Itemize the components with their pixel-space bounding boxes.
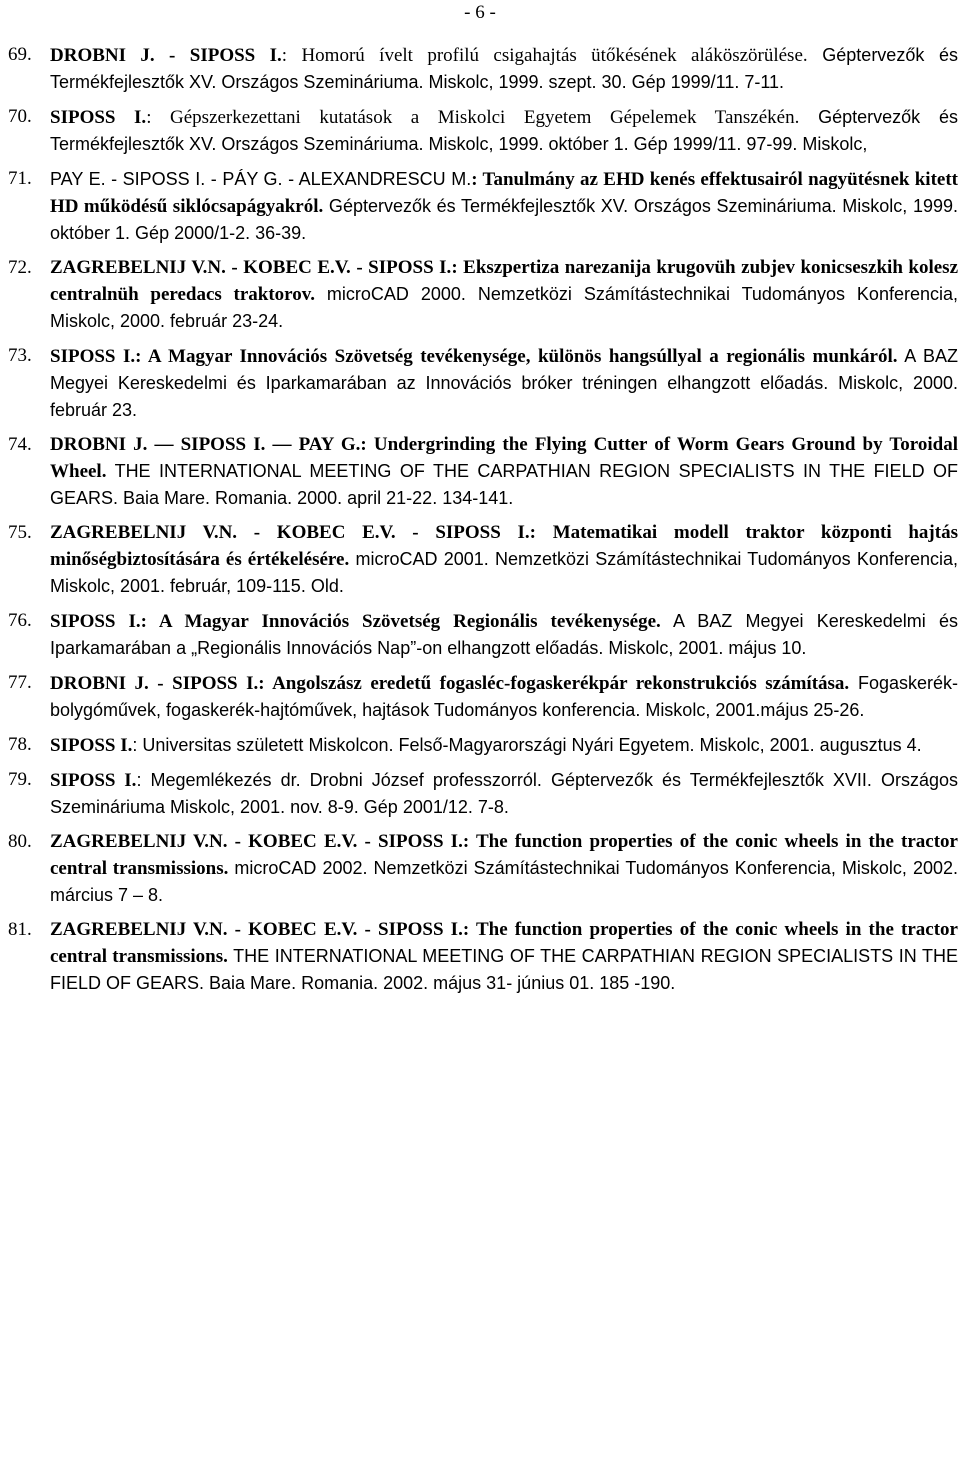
entry-text [50, 829, 958, 909]
entry-text [50, 917, 958, 997]
entry-number: 75. [8, 522, 32, 543]
entry-authors: SIPOSS I. [50, 770, 137, 791]
bibliography-list [8, 42, 958, 1005]
entry-title: : Angolszász eredetű fogasléc-fogaskerékpár rekonstrukciós számítása. [258, 673, 850, 694]
entry-text [50, 732, 958, 759]
entry-authors: SIPOSS I. [50, 346, 136, 367]
entry-source: THE INTERNATIONAL MEETING OF THE CARPATHIAN REGION SPECIALISTS IN THE FIELD OF GEARS. Baia Mare. Romania. 2000. april 21-22. 134-141. [50, 461, 958, 508]
entry-source: Géptervezők és Termékfejlesztők XV. Országos Szemináriuma. Miskolc, 1999. október 1. Gép 2000/1-2. 36-39. [50, 196, 958, 243]
entry-source: Géptervezők és Termékfejlesztők XV. Országos Szemináriuma. Miskolc, 1999. október 1. Gép 1999/11. 97-99. Miskolc, [50, 107, 958, 154]
entry-authors: SIPOSS I. [50, 107, 147, 128]
entry-number: 79. [8, 769, 32, 790]
entry-authors: ZAGREBELNIJ V.N. - KOBEC E.V. - SIPOSS I. [50, 831, 463, 852]
entry-authors: SIPOSS I. [50, 611, 141, 632]
entry-source: : Universitas született Miskolcon. Felső-Magyarországi Nyári Egyetem. Miskolc, 2001. augusztus 4. [132, 735, 922, 755]
entry-title: : The function properties of the conic wheels in the tractor central transmissions. [50, 831, 958, 879]
entry-text [50, 432, 958, 512]
entry-authors: ZAGREBELNIJ V.N. - KOBEC E.V. - SIPOSS I. [50, 257, 452, 278]
list-item [8, 767, 958, 821]
entry-title: : Gépszerkezettani kutatások a Miskolci Egyetem Gépelemek Tanszékén. [146, 107, 800, 128]
entry-authors: DROBNI J. - SIPOSS I. [50, 673, 259, 694]
entry-text [50, 343, 958, 424]
entry-text [50, 608, 958, 662]
entry-number: 76. [8, 610, 32, 631]
entry-text [50, 767, 958, 821]
entry-text [50, 104, 958, 158]
list-item [8, 42, 958, 96]
list-item [8, 166, 958, 247]
list-item [8, 732, 958, 759]
entry-text [50, 166, 958, 247]
entry-title: : Homorú ívelt profilú csigahajtás ütőkésének aláköszörülése. [281, 45, 808, 66]
entry-title: : Undergrinding the Flying Cutter of Worm Gears Ground by Toroidal Wheel. [50, 434, 958, 482]
list-item [8, 104, 958, 158]
entry-title: : The function properties of the conic wheels in the tractor central transmissions. [50, 919, 958, 967]
list-item [8, 432, 958, 512]
entry-title: : Matematikai modell traktor központi hajtás minőségbiztosítására és értékelésére. [50, 522, 958, 570]
entry-source: Fogaskerék-bolygóművek, fogaskerék-hajtóművek, hajtások Tudományos konferencia. Miskolc, 2001.május 25-26. [50, 673, 958, 720]
entry-text [50, 255, 958, 335]
entry-title: : A Magyar Innovációs Szövetség Regionális tevékenysége. [140, 611, 661, 632]
entry-source: microCAD 2000. Nemzetközi Számítástechnikai Tudományos Konferencia, Miskolc, 2000. február 23-24. [50, 284, 958, 331]
entry-text [50, 520, 958, 600]
list-item [8, 829, 958, 909]
entry-source: A BAZ Megyei Kereskedelmi és Iparkamarában az Innovációs bróker tréningen elhangzott előadás. Miskolc, 2000. február 23. [50, 346, 958, 420]
entry-number: 69. [8, 44, 32, 65]
entry-number: 73. [8, 345, 32, 366]
entry-source: : Megemlékezés dr. Drobni József professzorról. Géptervezők és Termékfejlesztők XVII. Országos Szemináriuma Miskolc, 2001. nov. 8-9. Gép 2001/12. 7-8. [50, 770, 958, 817]
entry-authors: DROBNI J. - SIPOSS I. [50, 45, 282, 66]
entry-number: 70. [8, 106, 32, 127]
list-item [8, 255, 958, 335]
entry-text [50, 42, 958, 96]
entry-number: 71. [8, 168, 32, 189]
entry-number: 78. [8, 734, 32, 755]
entry-number: 77. [8, 672, 32, 693]
entry-authors: ZAGREBELNIJ V.N. - KOBEC E.V. - SIPOSS I. [50, 919, 463, 940]
entry-source: microCAD 2002. Nemzetközi Számítástechnikai Tudományos Konferencia, Miskolc, 2002. március 7 – 8. [50, 858, 958, 905]
list-item [8, 520, 958, 600]
list-item [8, 917, 958, 997]
list-item [8, 670, 958, 724]
entry-text [50, 670, 958, 724]
entry-title: : Tanulmány az EHD kenés effektusairól nagyütésnek kitett HD működésű siklócsapágyakról. [50, 169, 958, 217]
list-item [8, 343, 958, 424]
list-item [8, 608, 958, 662]
entry-number: 81. [8, 919, 32, 940]
entry-title: : Ekszpertiza narezanija krugovüh zubjev konicseszkih kolesz centralnüh peredacs traktorov. [50, 257, 959, 305]
entry-authors: SIPOSS I. [50, 735, 133, 756]
entry-authors: PAY E. - SIPOSS I. - PÁY G. - ALEXANDRESCU M. [50, 169, 472, 189]
entry-authors: DROBNI J. — SIPOSS I. — PAY G. [50, 434, 361, 455]
entry-source: microCAD 2001. Nemzetközi Számítástechnikai Tudományos Konferencia, Miskolc, 2001. február, 109-115. Old. [50, 549, 958, 596]
entry-authors: ZAGREBELNIJ V.N. - KOBEC E.V. - SIPOSS I. [50, 522, 530, 543]
page-number: - 6 - [464, 2, 496, 23]
entry-number: 74. [8, 434, 32, 455]
entry-number: 72. [8, 257, 32, 278]
entry-title: : A Magyar Innovációs Szövetség tevékenysége, különös hangsúllyal a regionális munkáról. [135, 346, 898, 367]
entry-number: 80. [8, 831, 32, 852]
entry-source: Géptervezők és Termékfejlesztők XV. Országos Szemináriuma. Miskolc, 1999. szept. 30. Gép 1999/11. 7-11. [50, 45, 958, 92]
entry-source: A BAZ Megyei Kereskedelmi és Iparkamarában a „Regionális Innovációs Nap”-on elhangzott előadás. Miskolc, 2001. május 10. [50, 611, 958, 658]
entry-source: THE INTERNATIONAL MEETING OF THE CARPATHIAN REGION SPECIALISTS IN THE FIELD OF GEARS. Baia Mare. Romania. 2002. május 31- június 01. 185 -190. [50, 946, 958, 993]
